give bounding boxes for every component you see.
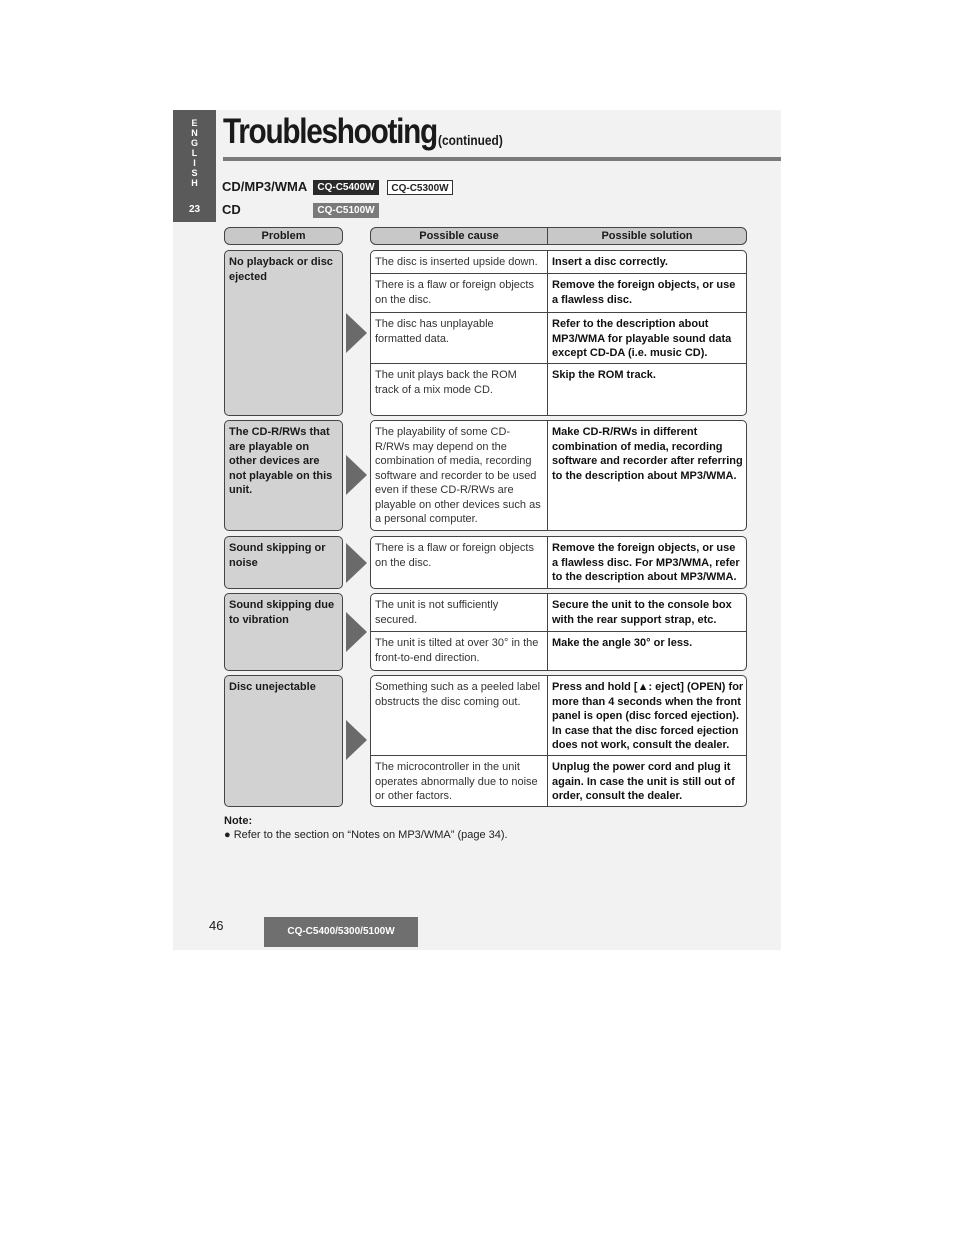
model-badge-c5400: CQ-C5400W bbox=[313, 180, 379, 195]
table-row bbox=[371, 537, 746, 588]
header-cause: Possible cause bbox=[419, 230, 499, 242]
note-title: Note: bbox=[224, 815, 253, 827]
solution-cell: Make the angle 30° or less. bbox=[552, 637, 693, 649]
section-number: 23 bbox=[188, 204, 201, 215]
table-row bbox=[371, 631, 746, 671]
arrow-icon bbox=[346, 543, 367, 583]
solution-cell: Press and hold [▲: eject] (OPEN) for more than 4 seconds when the front panel is open (disc forced ejection). In case that the disc forced ejection does not work, consult the dealer. bbox=[552, 681, 744, 751]
arrow-icon bbox=[346, 313, 367, 353]
cause-cell: Something such as a peeled label obstructs the disc coming out. bbox=[375, 681, 541, 708]
cause-cell: The unit plays back the ROM track of a mix mode CD. bbox=[375, 369, 517, 396]
side-letter: N bbox=[191, 128, 198, 138]
trouble-group bbox=[370, 675, 747, 807]
solution-cell: Unplug the power cord and plug it again. In case the unit is still out of order, consult the dealer. bbox=[552, 761, 735, 802]
table-row bbox=[371, 251, 746, 273]
table-row bbox=[371, 273, 746, 312]
header-solution: Possible solution bbox=[601, 230, 693, 242]
problem-no-playback: No playback or disc ejected bbox=[224, 250, 343, 416]
cause-cell: There is a flaw or foreign objects on the disc. bbox=[375, 279, 534, 306]
trouble-group bbox=[370, 420, 747, 531]
cause-cell: The unit is not sufficiently secured. bbox=[375, 599, 499, 626]
problem-vibration: Sound skipping due to vibration bbox=[224, 593, 343, 671]
solution-cell: Refer to the description about MP3/WMA for playable sound data except CD-DA (i.e. music CD). bbox=[552, 318, 732, 359]
side-letter: L bbox=[191, 148, 198, 158]
cause-cell: The microcontroller in the unit operates abnormally due to noise or other factors. bbox=[375, 761, 538, 802]
table-row bbox=[371, 363, 746, 416]
note-text: ● Refer to the section on “Notes on MP3/WMA” (page 34). bbox=[224, 829, 508, 841]
header-problem: Problem bbox=[224, 227, 343, 245]
language-letters bbox=[173, 118, 216, 188]
problem-sound-skipping: Sound skipping or noise bbox=[224, 536, 343, 589]
cause-cell: The playability of some CD-R/RWs may depend on the combination of media, recording software and recorder to be used even if these CD-R/RWs are playable on other devices such as a personal computer. bbox=[375, 426, 541, 525]
solution-cell: Secure the unit to the console box with the rear support strap, etc. bbox=[552, 599, 732, 626]
side-letter: I bbox=[193, 158, 196, 168]
category-label-mp3: CD/MP3/WMA bbox=[222, 179, 308, 194]
cause-cell: There is a flaw or foreign objects on the disc. bbox=[375, 542, 534, 569]
trouble-group bbox=[370, 536, 747, 589]
table-row bbox=[371, 594, 746, 630]
table-row bbox=[371, 312, 746, 363]
trouble-group bbox=[370, 250, 747, 416]
table-row bbox=[371, 421, 746, 530]
side-letter: G bbox=[190, 138, 198, 148]
trouble-group bbox=[370, 593, 747, 671]
footer-model-badge: CQ-C5400/5300/5100W bbox=[264, 917, 418, 947]
model-badge-c5100: CQ-C5100W bbox=[313, 203, 379, 218]
side-letter: S bbox=[191, 168, 198, 178]
solution-cell: Skip the ROM track. bbox=[552, 369, 656, 381]
arrow-icon bbox=[346, 612, 367, 652]
solution-cell: Remove the foreign objects, or use a flawless disc. For MP3/WMA, refer to the description about MP3/WMA. bbox=[552, 542, 740, 583]
problem-cdr-unplayable: The CD-R/RWs that are playable on other devices are not playable on this unit. bbox=[224, 420, 343, 531]
page-title: Troubleshooting bbox=[223, 112, 437, 151]
side-letter: H bbox=[191, 178, 198, 188]
header-cause-solution bbox=[370, 227, 747, 245]
table-row bbox=[371, 676, 746, 755]
model-badge-c5300: CQ-C5300W bbox=[387, 180, 453, 195]
cause-cell: The disc has unplayable formatted data. bbox=[375, 318, 494, 345]
category-label-cd: CD bbox=[222, 202, 241, 217]
language-side-tab bbox=[173, 110, 216, 222]
arrow-icon bbox=[346, 720, 367, 760]
solution-cell: Make CD-R/RWs in different combination of media, recording software and recorder after referring to the description about MP3/WMA. bbox=[552, 426, 743, 482]
cause-cell: The disc is inserted upside down. bbox=[375, 256, 538, 268]
page-number: 46 bbox=[209, 918, 224, 933]
cause-cell: The unit is tilted at over 30° in the front-to-end direction. bbox=[375, 637, 539, 664]
solution-cell: Remove the foreign objects, or use a flawless disc. bbox=[552, 279, 736, 306]
problem-disc-unejectable: Disc unejectable bbox=[224, 675, 343, 807]
side-letter: E bbox=[191, 118, 198, 128]
title-underline bbox=[223, 157, 781, 161]
solution-cell: Insert a disc correctly. bbox=[552, 256, 668, 268]
table-row bbox=[371, 755, 746, 807]
page-subtitle: (continued) bbox=[438, 132, 503, 148]
arrow-icon bbox=[346, 455, 367, 495]
